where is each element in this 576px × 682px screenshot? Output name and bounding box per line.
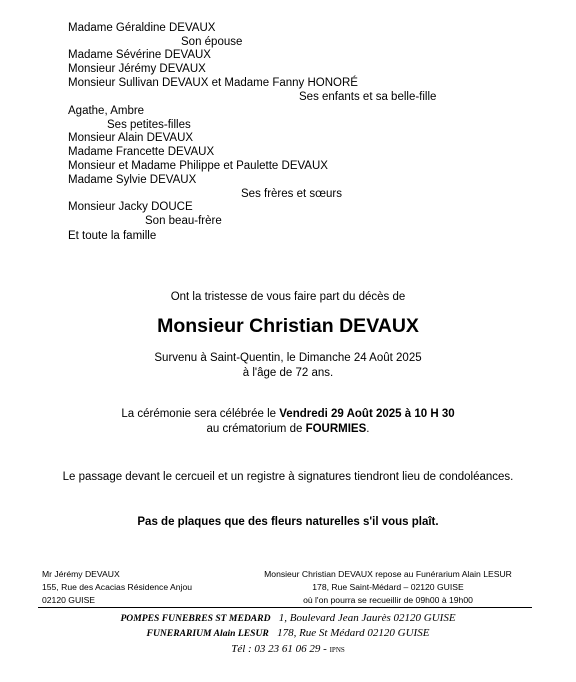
ceremony-place: FOURMIES bbox=[305, 423, 367, 435]
contact-left-address: 155, Rue des Acacias Résidence Anjou bbox=[42, 582, 193, 592]
announcement-intro: Ont la tristesse de vous faire part du décès de bbox=[170, 291, 406, 303]
footer-divider bbox=[38, 607, 532, 608]
death-details: Survenu à Saint-Quentin, le Dimanche 24 Août 2025 bbox=[154, 352, 422, 364]
relation-label: Ses enfants et sa belle-fille bbox=[299, 91, 437, 103]
family-member: Monsieur et Madame Philippe et Paulette DEVAUX bbox=[68, 160, 328, 172]
footer-pompes bbox=[0, 612, 576, 625]
family-member: Madame Sévérine DEVAUX bbox=[68, 49, 211, 61]
pompes-name: POMPES FUNEBRES ST MEDARD bbox=[120, 613, 271, 624]
ceremony-place-suffix: . bbox=[366, 423, 370, 435]
ceremony-place-prefix: au crématorium de bbox=[206, 423, 306, 435]
pompes-address: 1, Boulevard Jean Jaurès 02120 GUISE bbox=[278, 612, 456, 624]
funerarium-address: 178, Rue St Médard 02120 GUISE bbox=[277, 627, 430, 639]
condolences-notice: Le passage devant le cercueil et un registre à signatures tiendront lieu de condoléances. bbox=[62, 471, 514, 483]
age-details: à l'âge de 72 ans. bbox=[242, 367, 334, 379]
family-member: Et toute la famille bbox=[68, 230, 157, 242]
footer-funerarium bbox=[0, 627, 576, 640]
family-member: Monsieur Jacky DOUCE bbox=[68, 201, 193, 213]
footer-phone bbox=[0, 643, 576, 657]
deceased-name: Monsieur Christian DEVAUX bbox=[157, 315, 419, 337]
ceremony-datetime: Vendredi 29 Août 2025 à 10 H 30 bbox=[279, 408, 455, 420]
contact-left-city: 02120 GUISE bbox=[42, 595, 96, 605]
family-member: Monsieur Jérémy DEVAUX bbox=[68, 63, 206, 75]
relation-label: Son épouse bbox=[181, 36, 243, 48]
family-member: Monsieur Alain DEVAUX bbox=[68, 132, 194, 144]
contact-right-line: où l'on pourra se recueillir de 09h00 à 19h00 bbox=[303, 595, 473, 605]
family-member: Madame Francette DEVAUX bbox=[68, 146, 215, 158]
contact-right-line: Monsieur Christian DEVAUX repose au Funérarium Alain LESUR bbox=[264, 569, 512, 579]
family-member: Monsieur Sullivan DEVAUX et Madame Fanny HONORÉ bbox=[68, 77, 358, 89]
family-member: Agathe, Ambre bbox=[68, 105, 145, 117]
relation-label: Ses frères et sœurs bbox=[241, 188, 342, 200]
ceremony-line bbox=[0, 407, 576, 421]
flowers-notice: Pas de plaques que des fleurs naturelles s'il vous plaît. bbox=[137, 516, 439, 528]
ipns-label: IPNS bbox=[329, 646, 345, 654]
relation-label: Ses petites-filles bbox=[107, 119, 191, 131]
phone-number: Tél : 03 23 61 06 29 - bbox=[231, 643, 330, 655]
relation-label: Son beau-frère bbox=[145, 215, 222, 227]
contact-left-name: Mr Jérémy DEVAUX bbox=[42, 569, 120, 579]
ceremony-place-line bbox=[0, 422, 576, 436]
funerarium-name: FUNERARIUM Alain LESUR bbox=[146, 628, 269, 639]
family-member: Madame Sylvie DEVAUX bbox=[68, 174, 197, 186]
ceremony-prefix: La cérémonie sera célébrée le bbox=[121, 408, 280, 420]
family-member: Madame Géraldine DEVAUX bbox=[68, 22, 216, 34]
contact-right-line: 178, Rue Saint-Médard – 02120 GUISE bbox=[312, 582, 464, 592]
